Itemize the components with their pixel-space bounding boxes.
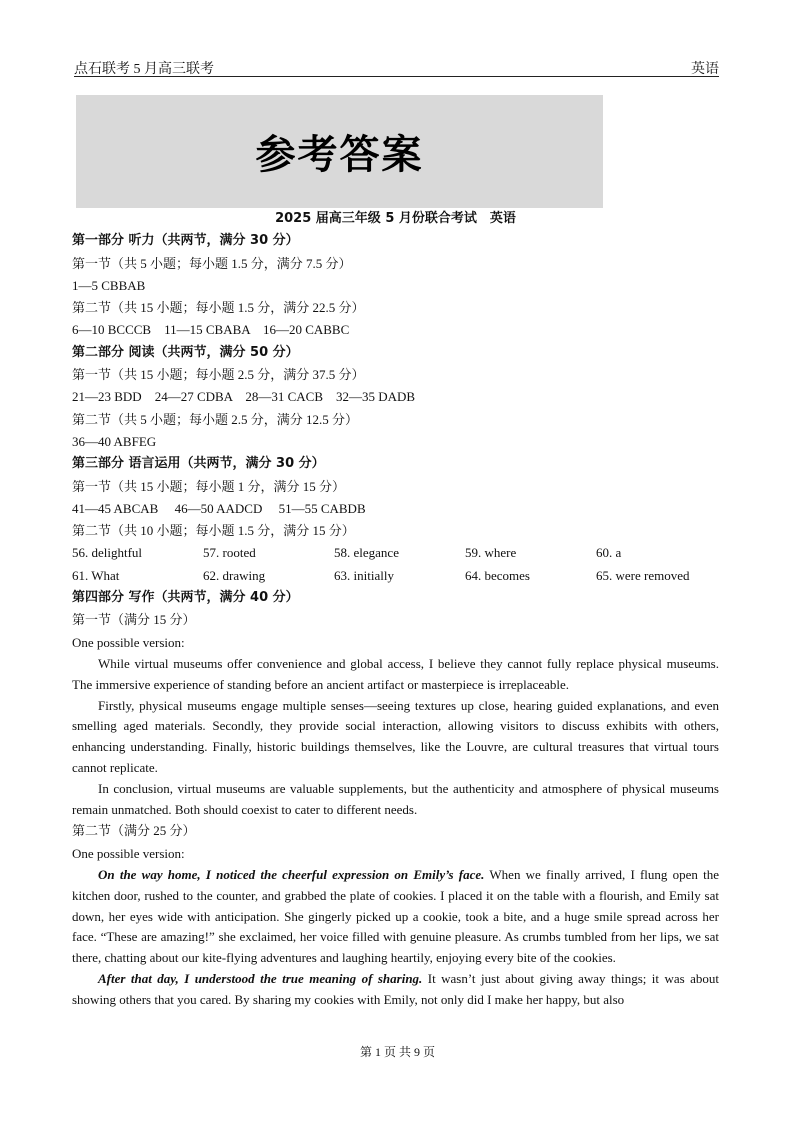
part2-section1-heading: 第一节（共 15 小题；每小题 2.5 分，满分 37.5 分） [72, 367, 365, 383]
essay1-paragraph: Firstly, physical museums engage multiple senses—seeing textures up close, hearing guided explanations, and even smelling aged materials. Secondly, they provide social interaction, allowing visitors to discuss exhibits with others, enhancing understanding. Finally, historic buildings themselves, like the Louvre, are cultural treasures that virtual tours cannot replicate. [72, 697, 719, 775]
part3-section2-heading: 第二节（共 10 小题；每小题 1.5 分，满分 15 分） [72, 523, 355, 539]
answer-cell: 62. drawing [203, 567, 266, 583]
answer-cell: 60. a [596, 545, 622, 561]
answer-grid-row [72, 542, 719, 564]
part1-section1-heading: 第一节（共 5 小题；每小题 1.5 分，满分 7.5 分） [72, 255, 352, 271]
part1-section2-answers: 6—10 BCCCB 11—15 CBABA 16—20 CABBC [72, 322, 350, 338]
answer-cell: 61. What [72, 567, 120, 583]
essay2-body: When we finally arrived, I flung open the kitchen door, rushed to the counter, and grabbed the plate of cookies. I placed it on the table with a flourish, and Emily sat down, her eyes wide with anticipation. She gingerly picked up a cookie, took a bite, and a huge smile spread across her face. “These are amazing!” she exclaimed, her voice filled with genuine pleasure. As crumbs tumbled from her lips, we sat there, chatting about our kite-flying adventures and laughing heartily, enjoying every bite of the cookies. [72, 866, 719, 966]
part2-section2-answers: 36—40 ABFEG [72, 433, 157, 449]
essay2-paragraph [72, 969, 719, 1011]
answer-content [72, 208, 719, 1010]
essay2-lead-sentence: On the way home, I noticed the cheerful expression on Emily’s face. [98, 866, 485, 882]
answer-grid-row [72, 565, 719, 587]
answer-cell: 65. were removed [596, 567, 690, 583]
exam-title: 2025 届高三年级 5 月份联合考试 英语 [275, 211, 516, 226]
part4-section1-version: One possible version: [72, 634, 185, 650]
answer-cell: 59. where [465, 545, 517, 561]
part4-section2-version: One possible version: [72, 845, 185, 861]
part2-section1-answers: 21—23 BDD 24—27 CDBA 28—31 CACB 32—35 DADB [72, 389, 416, 405]
answer-banner [76, 95, 603, 208]
essay1-paragraph: While virtual museums offer convenience and global access, I believe they cannot fully replace physical museums. The immersive experience of standing before an ancient artifact or masterpiece is irreplaceable. [72, 655, 719, 692]
essay1-paragraph: In conclusion, virtual museums are valuable supplements, but the authenticity and atmosphere of physical museums remain unmatched. Both should coexist to cater to different needs. [72, 780, 719, 817]
page-footer: 第 1 页 共 9 页 [359, 1045, 435, 1059]
answer-cell: 64. becomes [465, 567, 530, 583]
answer-cell: 58. elegance [334, 545, 399, 561]
part3-section1-heading: 第一节（共 15 小题；每小题 1 分，满分 15 分） [72, 478, 346, 494]
page-header [74, 58, 719, 77]
part3-heading: 第三部分 语言运用（共两节，满分 30 分） [72, 456, 325, 472]
part1-heading: 第一部分 听力（共两节，满分 30 分） [72, 233, 299, 249]
answer-cell: 57. rooted [203, 545, 256, 561]
banner-title: 参考答案 [255, 132, 424, 177]
header-subject: 英语 [691, 62, 719, 77]
part2-heading: 第二部分 阅读（共两节，满分 50 分） [72, 344, 299, 360]
part4-section2-heading: 第二节（满分 25 分） [72, 823, 196, 839]
answer-cell: 56. delightful [72, 545, 143, 561]
essay2-body: It wasn’t just about giving away things; it was about showing others that you cared. By sharing my cookies with Emily, not only did I make her happy, but also [72, 970, 719, 1007]
part1-section2-heading: 第二节（共 15 小题；每小题 1.5 分，满分 22.5 分） [72, 300, 365, 316]
essay2-paragraph [72, 865, 719, 969]
answer-cell: 63. initially [334, 567, 394, 583]
part4-section1-heading: 第一节（满分 15 分） [72, 612, 196, 628]
part3-section1-answers: 41—45 ABCAB 46—50 AADCD 51—55 CABDB [72, 500, 366, 516]
part4-heading: 第四部分 写作（共两节，满分 40 分） [72, 590, 299, 606]
part2-section2-heading: 第二节（共 5 小题；每小题 2.5 分，满分 12.5 分） [72, 411, 359, 427]
header-exam-name: 点石联考 5 月高三联考 [74, 62, 214, 77]
part1-section1-answers: 1—5 CBBAB [72, 277, 146, 293]
essay2-lead-sentence: After that day, I understood the true meaning of sharing. [98, 970, 423, 986]
